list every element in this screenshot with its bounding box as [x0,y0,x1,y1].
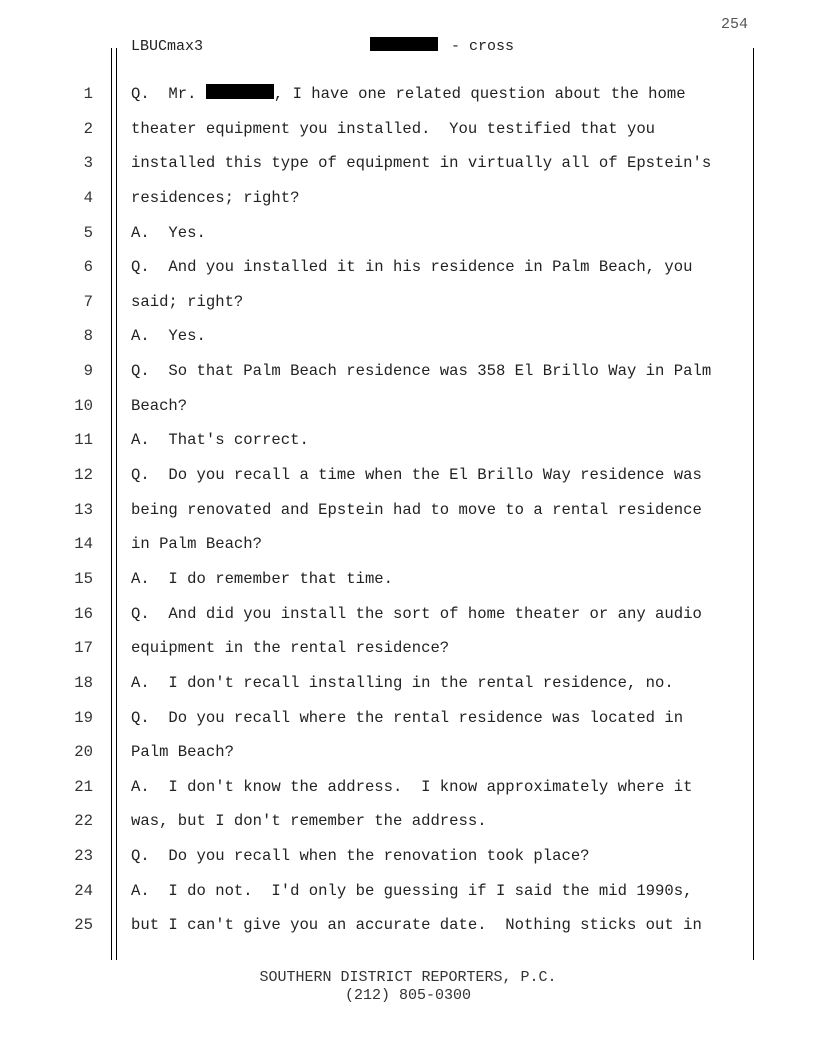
line-number: 4 [83,188,93,207]
line-text: Q. Mr. , I have one related question about the home [131,85,686,103]
transcript-line [0,909,816,944]
line-text: A. Yes. [131,223,206,242]
line-number: 3 [83,154,93,173]
line-number: 1 [83,85,93,103]
transcript-line [0,78,816,113]
line-number: 21 [74,777,93,796]
line-text: A. That's correct. [131,431,309,450]
transcript-line [0,598,816,633]
line-number: 13 [74,500,93,519]
line-text: Q. Do you recall where the rental residence was located in [131,708,684,727]
line-text: theater equipment you installed. You testified that you [131,119,656,138]
line-text: Palm Beach? [131,743,234,762]
line-number: 14 [74,535,93,554]
line-number: 5 [83,223,93,242]
transcript-line [0,840,816,875]
line-text: Beach? [131,396,188,415]
footer [0,969,816,1005]
line-text: said; right? [131,292,244,311]
line-text: A. I do not. I'd only be guessing if I said the mid 1990s, [131,881,693,900]
transcript-line [0,390,816,425]
line-number: 6 [83,258,93,277]
line-text: in Palm Beach? [131,535,263,554]
line-number: 12 [74,466,93,485]
line-number: 11 [74,431,93,450]
line-number: 25 [74,916,93,935]
reporter-name: SOUTHERN DISTRICT REPORTERS, P.C. [259,969,557,986]
line-number: 16 [74,604,93,623]
transcript-line [0,355,816,390]
line-number: 15 [74,569,93,588]
line-number: 10 [74,396,93,415]
transcript-line [0,320,816,355]
line-number: 2 [83,119,93,138]
transcript-line [0,875,816,910]
witness-header [370,38,514,55]
line-text: being renovated and Epstein had to move to a rental residence [131,500,702,519]
line-number: 8 [83,327,93,346]
line-text: equipment in the rental residence? [131,639,450,658]
transcript-line [0,563,816,598]
line-number: 9 [83,362,93,381]
transcript-line [0,702,816,737]
line-number: 22 [74,812,93,831]
redacted-witness-name [370,37,438,51]
line-number: 20 [74,743,93,762]
line-text: Q. And you installed it in his residence in Palm Beach, you [131,258,693,277]
transcript-line [0,494,816,529]
transcript-line [0,182,816,217]
line-number: 24 [74,881,93,900]
line-text: A. I don't recall installing in the rental residence, no. [131,673,674,692]
transcript-line [0,528,816,563]
transcript-line [0,424,816,459]
line-text: A. Yes. [131,327,206,346]
line-text: was, but I don't remember the address. [131,812,487,831]
page-number: 254 [720,16,748,33]
reporter-phone: (212) 805-0300 [344,987,472,1004]
line-number: 7 [83,292,93,311]
transcript-line [0,113,816,148]
transcript-line [0,771,816,806]
transcript-line [0,251,816,286]
transcript-line [0,667,816,702]
line-text: A. I don't know the address. I know approximately where it [131,777,693,796]
line-number: 18 [74,673,93,692]
transcript-id: LBUCmax3 [131,38,204,55]
transcript-line [0,736,816,771]
line-text: but I can't give you an accurate date. Nothing sticks out in [131,916,702,935]
transcript-line [0,805,816,840]
transcript-line [0,459,816,494]
transcript-line [0,286,816,321]
line-text: residences; right? [131,188,300,207]
line-text: Q. Do you recall a time when the El Brillo Way residence was [131,466,702,485]
line-text: Q. Do you recall when the renovation took place? [131,847,590,866]
line-text: Q. And did you install the sort of home theater or any audio [131,604,702,623]
redacted-name [206,84,274,99]
line-number: 23 [74,847,93,866]
line-text: installed this type of equipment in virtually all of Epstein's [131,154,712,173]
line-text: A. I do remember that time. [131,569,394,588]
line-number: 19 [74,708,93,727]
line-number: 17 [74,639,93,658]
transcript-line [0,632,816,667]
transcript-body [0,78,816,944]
transcript-line [0,217,816,252]
line-text: Q. So that Palm Beach residence was 358 El Brillo Way in Palm [131,362,712,381]
transcript-line [0,147,816,182]
examination-type: - cross [442,38,515,55]
